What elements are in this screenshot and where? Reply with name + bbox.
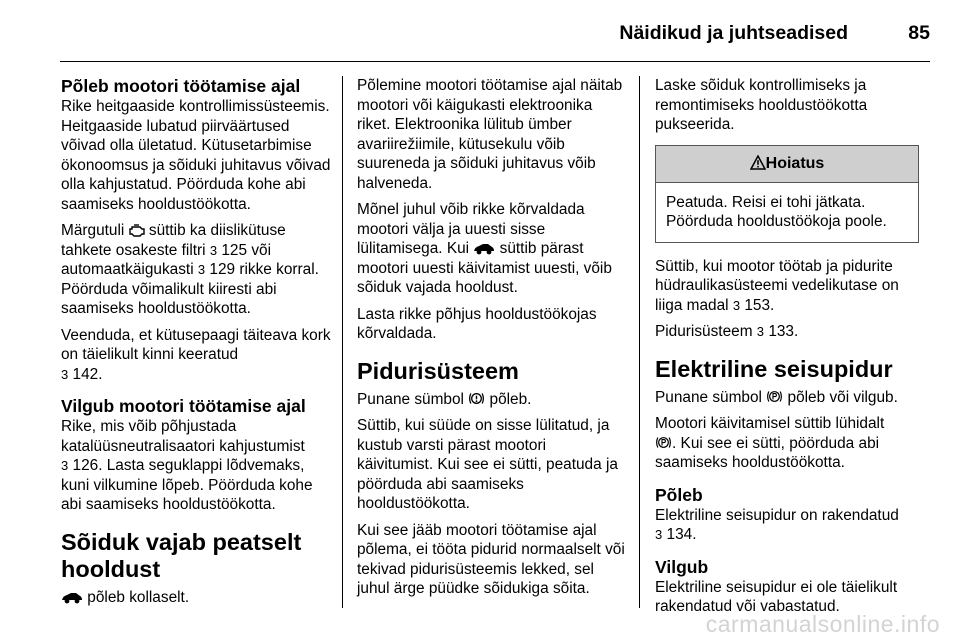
parking-brake-icon [766, 389, 783, 404]
paragraph: Laske sõiduk kontrollimiseks ja remontimiseks hooldustöökotta pukseerida. [655, 77, 868, 133]
paragraph: Mõnel juhul võib rikke kõrvaldada mootori välja ja uuesti sisse lülitamisega. Kui süttib pärast mootori uuesti käivitamist uuesti, võib sõiduk vajada hooldust. [357, 201, 612, 296]
paragraph: Lasta rikke põhjus hooldustöökojas kõrvaldada. [357, 305, 597, 342]
heading-on: Põleb [655, 484, 703, 505]
paragraph: Märgutuli süttib ka diislikütuse tahkete osakeste filtri 3 125 või automaatkäigukasti 3 129 rikke korral. Pöörduda võimalikult kiiresti abi saamiseks hooldustöökotta. [61, 222, 319, 317]
paragraph: Punane sümbol põleb. [357, 390, 532, 408]
paragraph: Punane sümbol põleb või vilgub. [655, 388, 898, 406]
page-ref-arrow-icon: 3 [61, 366, 69, 382]
column-2 [357, 76, 625, 606]
engine-check-icon [129, 224, 145, 237]
warning-text: Peatuda. Reisi ei tohi jätkata. Pöörduda hooldustöökoja poole. [666, 193, 887, 230]
paragraph: Süttib, kui mootor töötab ja pidurite hüdraulikasüsteemi vedelikutase on liiga madal 3 153. [655, 257, 899, 314]
brake-warning-icon [468, 391, 485, 406]
header-rule [60, 61, 930, 62]
paragraph: Põlemine mootori töötamise ajal näitab mootori või käigukasti elektroonika riket. Elektroonika lülitub ümber avariirežiimile, kütusekulu võib suureneda ja sõiduki juhitavus võib halveneda. [357, 77, 623, 192]
heading-flashing-while-running: Vilgub mootori töötamise ajal [61, 396, 306, 416]
parking-brake-icon [655, 435, 672, 450]
warning-title: Hoiatus [765, 154, 825, 172]
heading-service-vehicle-soon: Sõiduk vajab peatselt hooldust [61, 528, 302, 582]
heading-brake-system: Pidurisüsteem [357, 357, 519, 384]
paragraph: Mootori käivitamisel süttib lühidalt . Kui see ei sütti, pöörduda abi saamiseks hooldustöökotta. [655, 415, 885, 471]
paragraph: Veenduda, et kütusepaagi täiteava kork on täielikult kinni keeratud 3 142. [61, 326, 331, 383]
warning-header [656, 146, 918, 183]
page-number: 85 [908, 22, 930, 44]
paragraph: Elektriline seisupidur ei ole täielikult rakendatud või vabastatud. [655, 578, 898, 615]
column-divider-1 [342, 76, 343, 608]
heading-electric-parking-brake: Elektriline seisupidur [655, 355, 893, 382]
page-header [0, 0, 960, 62]
heading-flashing: Vilgub [655, 556, 709, 577]
warning-triangle-icon [750, 155, 766, 170]
paragraph: Kui see jääb mootori töötamise ajal põlema, ei tööta pidurid normaalselt või tekivad pidurisüsteemis lekked, sel juhul ärge püüdke sõidukiga sõita. [357, 521, 625, 597]
column-1 [61, 76, 333, 614]
page-ref-arrow-icon: 3 [732, 297, 741, 313]
paragraph: põleb kollaselt. [61, 588, 333, 608]
page-ref-arrow-icon: 3 [197, 262, 206, 277]
heading-on-while-running: Põleb mootori töötamise ajal [61, 76, 301, 96]
paragraph: Rike, mis võib põhjustada katalüüsneutralisaatori kahjustumist 3 126. Lasta seguklappi lõdvemaks, kuni vilkumine lõpeb. Pöörduda kohe abi saamiseks hooldustöökotta. [61, 418, 313, 513]
page-ref-arrow-icon: 3 [655, 527, 663, 542]
column-divider-2 [639, 76, 640, 608]
page-title: Näidikud ja juhtseadised [619, 22, 848, 44]
watermark: carmanualsonline.info [705, 611, 940, 637]
service-car-icon [61, 592, 83, 604]
column-3 [655, 76, 925, 624]
paragraph: Elektriline seisupidur on rakendatud 3 134. [655, 506, 899, 543]
page-ref-arrow-icon: 3 [61, 458, 69, 473]
paragraph: Rike heitgaaside kontrollimissüsteemis. Heitgaaside lubatud piirväärtused võivad olla ületatud. Kütusetarbimise ökonoomsus ja sõiduki juhitavus võivad olla kahjustatud. Pöörduda kohe abi saamiseks hooldustöökotta. [61, 98, 331, 213]
paragraph: Süttib, kui süüde on sisse lülitatud, ja kustub varsti pärast mootori käivitumist. Kui see ei sütti, peatuda ja pöörduda abi saamiseks hooldustöökotta. [357, 417, 618, 512]
warning-box [655, 145, 919, 243]
paragraph: Pidurisüsteem 3 133. [655, 323, 799, 340]
page-ref-arrow-icon: 3 [756, 324, 765, 339]
page-ref-arrow-icon: 3 [209, 242, 218, 258]
service-car-icon [473, 243, 495, 255]
